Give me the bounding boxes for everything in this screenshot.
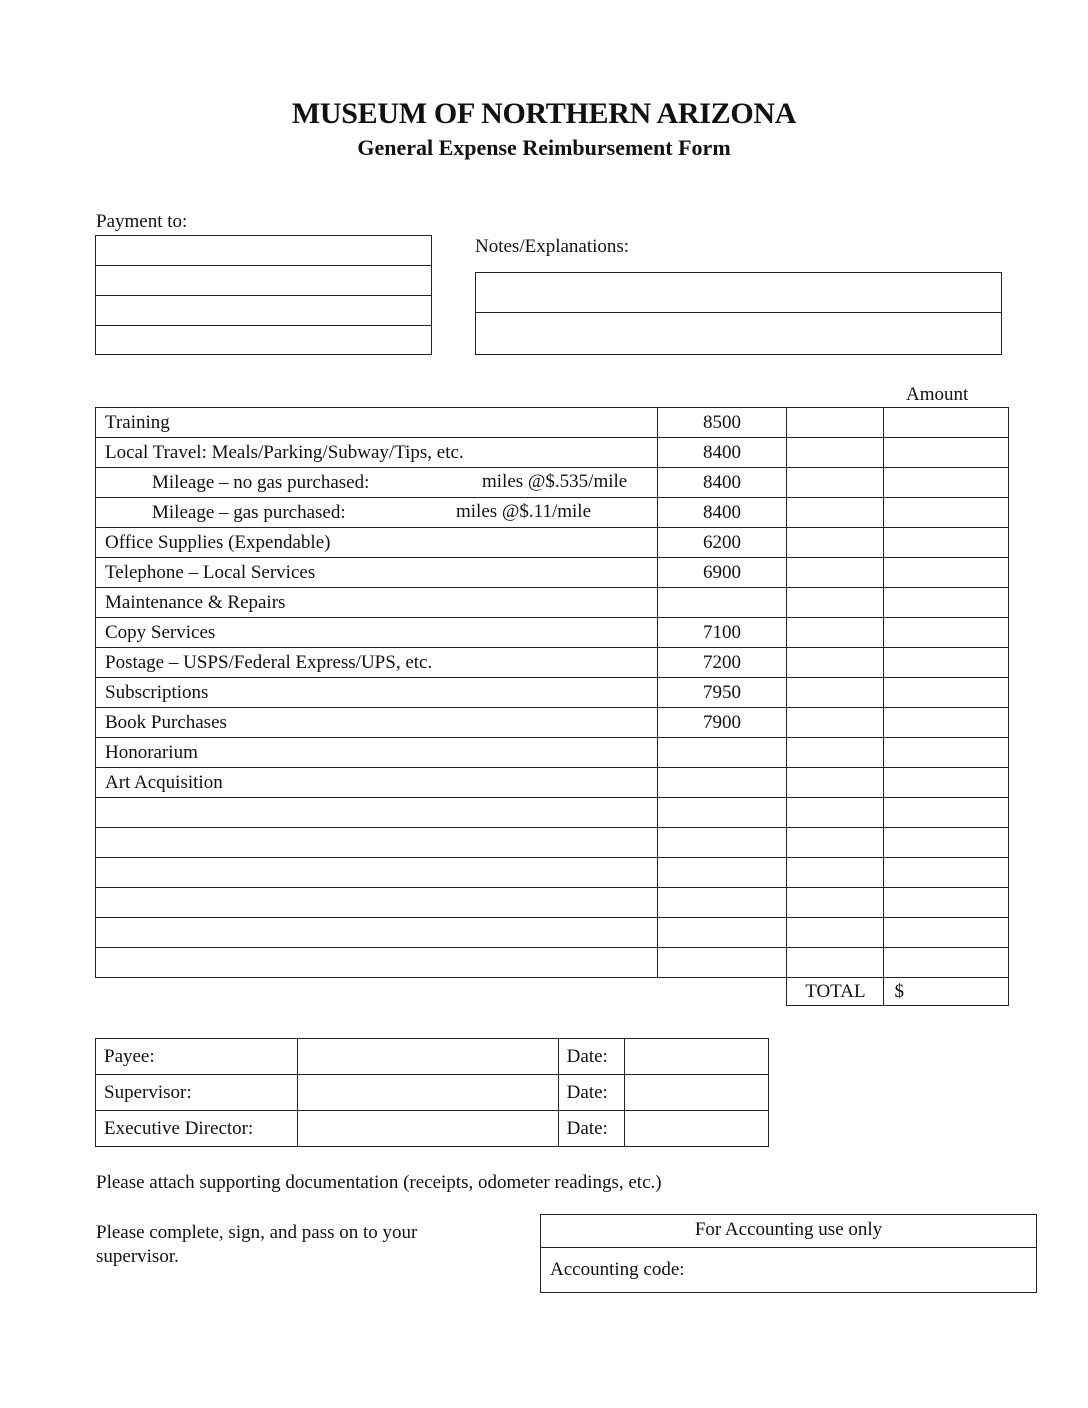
expense-row bbox=[96, 678, 1009, 708]
signature-row bbox=[96, 1075, 769, 1111]
amount-header: Amount bbox=[906, 384, 969, 405]
expense-detail-cell[interactable] bbox=[787, 648, 884, 678]
signature-table bbox=[95, 1038, 769, 1147]
account-code: 7200 bbox=[657, 648, 787, 678]
payment-line-3[interactable] bbox=[96, 296, 431, 326]
expense-label: Mileage – no gas purchased: bbox=[152, 471, 370, 493]
account-code bbox=[657, 918, 787, 948]
expense-detail-cell[interactable] bbox=[787, 948, 884, 978]
accounting-box bbox=[540, 1214, 1037, 1293]
expense-label: Training bbox=[105, 411, 170, 433]
expense-description bbox=[96, 558, 658, 588]
expense-amount-cell[interactable] bbox=[884, 858, 1009, 888]
form-title: General Expense Reimbursement Form bbox=[357, 135, 731, 160]
expense-row bbox=[96, 918, 1009, 948]
expense-amount-cell[interactable] bbox=[884, 948, 1009, 978]
expense-row bbox=[96, 828, 1009, 858]
account-code: 7950 bbox=[657, 678, 787, 708]
expense-amount-cell[interactable] bbox=[884, 708, 1009, 738]
expense-label: Office Supplies (Expendable) bbox=[105, 531, 331, 553]
expense-detail-cell[interactable] bbox=[787, 528, 884, 558]
expense-description bbox=[96, 588, 658, 618]
expense-amount-cell[interactable] bbox=[884, 558, 1009, 588]
expense-description[interactable] bbox=[96, 828, 658, 858]
mileage-rate: miles @$.11/mile bbox=[456, 501, 592, 522]
expense-row bbox=[96, 468, 1009, 498]
expense-row bbox=[96, 588, 1009, 618]
signature-row bbox=[96, 1039, 769, 1075]
expense-label: Honorarium bbox=[105, 741, 198, 763]
accounting-header: For Accounting use only bbox=[541, 1215, 1036, 1248]
expense-detail-cell[interactable] bbox=[787, 678, 884, 708]
date-field[interactable] bbox=[624, 1039, 768, 1075]
expense-row bbox=[96, 408, 1009, 438]
expense-detail-cell[interactable] bbox=[787, 558, 884, 588]
expense-amount-cell[interactable] bbox=[884, 918, 1009, 948]
expense-row bbox=[96, 708, 1009, 738]
complete-note: Please complete, sign, and pass on to your supervisor. bbox=[96, 1222, 418, 1267]
expense-label: Maintenance & Repairs bbox=[105, 591, 286, 613]
account-code: 8400 bbox=[657, 468, 787, 498]
expense-amount-cell[interactable] bbox=[884, 738, 1009, 768]
total-amount[interactable] bbox=[884, 978, 1009, 1006]
notes-line-2[interactable] bbox=[476, 313, 1001, 353]
total-label: TOTAL bbox=[787, 978, 884, 1006]
expense-detail-cell[interactable] bbox=[787, 408, 884, 438]
expense-amount-cell[interactable] bbox=[884, 468, 1009, 498]
expense-detail-cell[interactable] bbox=[787, 888, 884, 918]
signature-field[interactable] bbox=[298, 1075, 558, 1111]
expense-detail-cell[interactable] bbox=[787, 828, 884, 858]
payment-to-label: Payment to: bbox=[96, 211, 188, 232]
expense-detail-cell[interactable] bbox=[787, 708, 884, 738]
expense-amount-cell[interactable] bbox=[884, 678, 1009, 708]
notes-line-1[interactable] bbox=[476, 273, 1001, 313]
expense-label: Mileage – gas purchased: bbox=[152, 501, 346, 523]
expense-row bbox=[96, 948, 1009, 978]
expense-amount-cell[interactable] bbox=[884, 498, 1009, 528]
notes-box bbox=[475, 272, 1002, 355]
account-code: 6900 bbox=[657, 558, 787, 588]
account-code: 7900 bbox=[657, 708, 787, 738]
signature-role: Payee: bbox=[96, 1039, 298, 1075]
expense-row bbox=[96, 558, 1009, 588]
expense-description bbox=[96, 678, 658, 708]
account-code bbox=[657, 888, 787, 918]
expense-description[interactable] bbox=[96, 858, 658, 888]
expense-detail-cell[interactable] bbox=[787, 738, 884, 768]
expense-description bbox=[96, 498, 658, 528]
expense-amount-cell[interactable] bbox=[884, 888, 1009, 918]
expense-detail-cell[interactable] bbox=[787, 768, 884, 798]
account-code: 8400 bbox=[657, 438, 787, 468]
signature-role: Executive Director: bbox=[96, 1111, 298, 1147]
expense-amount-cell[interactable] bbox=[884, 438, 1009, 468]
expense-description bbox=[96, 708, 658, 738]
expense-label: Local Travel: Meals/Parking/Subway/Tips, etc. bbox=[105, 441, 464, 463]
expense-row bbox=[96, 648, 1009, 678]
expense-description bbox=[96, 408, 658, 438]
expense-row bbox=[96, 888, 1009, 918]
account-code: 8400 bbox=[657, 498, 787, 528]
account-code bbox=[657, 828, 787, 858]
accounting-code-label[interactable]: Accounting code: bbox=[550, 1259, 685, 1280]
expense-description bbox=[96, 438, 658, 468]
account-code: 8500 bbox=[657, 408, 787, 438]
date-label: Date: bbox=[558, 1039, 624, 1075]
expense-detail-cell[interactable] bbox=[787, 918, 884, 948]
expense-amount-cell[interactable] bbox=[884, 648, 1009, 678]
expense-detail-cell[interactable] bbox=[787, 588, 884, 618]
expense-description bbox=[96, 648, 658, 678]
signature-field[interactable] bbox=[298, 1111, 558, 1147]
expense-label: Telephone – Local Services bbox=[105, 561, 316, 583]
expense-row bbox=[96, 768, 1009, 798]
account-code bbox=[657, 738, 787, 768]
expense-amount-cell[interactable] bbox=[884, 618, 1009, 648]
notes-label: Notes/Explanations: bbox=[475, 236, 630, 257]
expense-label: Book Purchases bbox=[105, 711, 227, 733]
expense-description bbox=[96, 618, 658, 648]
account-code: 7100 bbox=[657, 618, 787, 648]
signature-role: Supervisor: bbox=[96, 1075, 298, 1111]
expense-row bbox=[96, 498, 1009, 528]
date-label: Date: bbox=[558, 1111, 624, 1147]
expense-table bbox=[95, 407, 1009, 1006]
expense-description bbox=[96, 738, 658, 768]
attach-note: Please attach supporting documentation (receipts, odometer readings, etc.) bbox=[96, 1172, 662, 1193]
expense-label: Art Acquisition bbox=[105, 771, 223, 793]
expense-amount-cell[interactable] bbox=[884, 588, 1009, 618]
expense-description[interactable] bbox=[96, 888, 658, 918]
expense-row bbox=[96, 618, 1009, 648]
expense-amount-cell[interactable] bbox=[884, 408, 1009, 438]
expense-description[interactable] bbox=[96, 918, 658, 948]
org-title: MUSEUM OF NORTHERN ARIZONA bbox=[291, 97, 797, 130]
expense-detail-cell[interactable] bbox=[787, 618, 884, 648]
date-field[interactable] bbox=[624, 1075, 768, 1111]
expense-amount-cell[interactable] bbox=[884, 768, 1009, 798]
expense-detail-cell[interactable] bbox=[787, 798, 884, 828]
payment-to-box bbox=[95, 235, 432, 355]
expense-label: Copy Services bbox=[105, 621, 216, 643]
expense-detail-cell[interactable] bbox=[787, 858, 884, 888]
account-code bbox=[657, 948, 787, 978]
signature-field[interactable] bbox=[298, 1039, 558, 1075]
expense-amount-cell[interactable] bbox=[884, 828, 1009, 858]
expense-label: Subscriptions bbox=[105, 681, 209, 703]
expense-description bbox=[96, 468, 658, 498]
payment-line-4[interactable] bbox=[96, 326, 431, 353]
account-code bbox=[657, 588, 787, 618]
account-code bbox=[657, 858, 787, 888]
account-code bbox=[657, 768, 787, 798]
expense-detail-cell[interactable] bbox=[787, 498, 884, 528]
expense-description[interactable] bbox=[96, 948, 658, 978]
total-row bbox=[96, 978, 1009, 1006]
expense-row bbox=[96, 738, 1009, 768]
account-code bbox=[657, 798, 787, 828]
expense-row bbox=[96, 438, 1009, 468]
mileage-rate: miles @$.535/mile bbox=[482, 471, 628, 492]
expense-description bbox=[96, 768, 658, 798]
payment-line-2[interactable] bbox=[96, 266, 431, 296]
signature-row bbox=[96, 1111, 769, 1147]
expense-label: Postage – USPS/Federal Express/UPS, etc. bbox=[105, 651, 433, 673]
expense-row bbox=[96, 858, 1009, 888]
expense-row bbox=[96, 528, 1009, 558]
expense-description bbox=[96, 528, 658, 558]
expense-description[interactable] bbox=[96, 798, 658, 828]
expense-amount-cell[interactable] bbox=[884, 528, 1009, 558]
total-prefix: $ bbox=[894, 980, 904, 1002]
payment-line-1[interactable] bbox=[96, 236, 431, 266]
expense-amount-cell[interactable] bbox=[884, 798, 1009, 828]
account-code: 6200 bbox=[657, 528, 787, 558]
expense-detail-cell[interactable] bbox=[787, 468, 884, 498]
date-field[interactable] bbox=[624, 1111, 768, 1147]
expense-row bbox=[96, 798, 1009, 828]
date-label: Date: bbox=[558, 1075, 624, 1111]
expense-detail-cell[interactable] bbox=[787, 438, 884, 468]
